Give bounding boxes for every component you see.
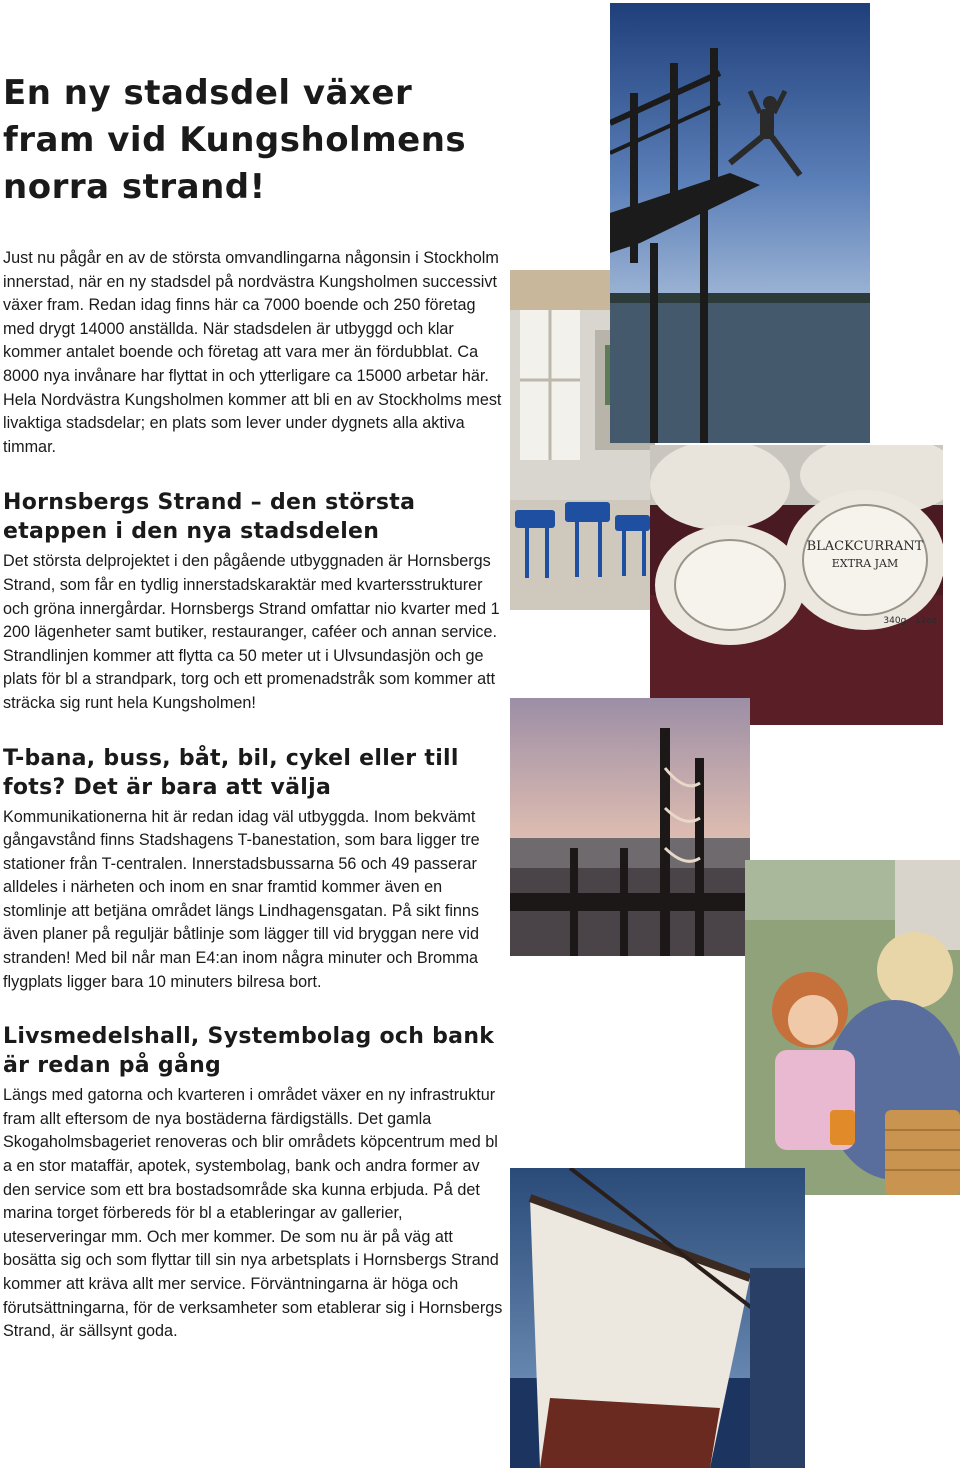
jam-jars-photo bbox=[650, 445, 943, 725]
section-heading: Hornsbergs Strand – den största etappen i den nya stadsdelen bbox=[3, 490, 416, 545]
section-heading: Livsmedelshall, Systembolag och bank är redan på gång bbox=[3, 1024, 495, 1079]
jar-label-text: BLACKCURRANT bbox=[806, 539, 924, 554]
jar-label-text: EXTRA JAM bbox=[831, 557, 899, 570]
page-title: En ny stadsdel växer fram vid Kungsholmens norra strand! bbox=[3, 73, 467, 207]
section-hornsbergs-strand bbox=[3, 488, 508, 715]
section-body: Det största delprojektet i den pågående utbyggnaden är Hornsbergs Strand, som får en tydlig innerstadskaraktär med kvartersstrukturer och gröna innergårdar. Hornsbergs Strand omfattar nio kvarter med 1 200 lägenheter samt butiker, restauranger, caféer och annan service. Strandlinjen kommer att flytta ca 50 meter ut i Ulvsundasjön och ge plats för bl a strandpark, torg och ett promenadstråk som kommer att sträcka sig runt hela Kungsholmen! bbox=[3, 552, 500, 712]
jar-weight-text: 340g · 12oz bbox=[883, 616, 937, 626]
section-heading: T-bana, buss, båt, bil, cykel eller till fots? Det är bara att välja bbox=[3, 745, 459, 800]
section-body: Längs med gatorna och kvarteren i området växer en ny infrastruktur fram allt eftersom de nya bostäderna färdigställs. Det gamla Skogaholmsbageriet renoveras och blir områdets köpcentrum med bl a en stor mataffär, apotek, systembolag, bank och andra former av den service som ett bra bostadsområde ska kunna erbjuda. På det marina torget förbereds för bl a etableringar av gallerier, uteserveringar mm. Och mer kommer. De som nu är på väg att bosätta sig och som flyttar till sin nya arbetsplats i Hornsbergs Strand kommer att kräva allt mer service. Förväntningarna är höga och förutsättningarna, för de verksamheter som etablerar sig i Hornsbergs Strand, är sällsynt goda. bbox=[3, 1086, 503, 1341]
pier-jump-photo bbox=[610, 3, 870, 443]
article-column bbox=[3, 70, 508, 1344]
boat-bow-photo bbox=[510, 1168, 805, 1468]
dock-sunset-photo bbox=[510, 698, 750, 956]
family-picnic-photo bbox=[745, 860, 960, 1195]
section-kommunikationer bbox=[3, 744, 508, 995]
section-service bbox=[3, 1022, 508, 1344]
intro-paragraph: Just nu pågår en av de största omvandlingarna någonsin i Stockholm innerstad, när en ny stadsdel på nordvästra Kungsholmen successivt växer fram. Redan idag finns här ca 7000 boende och 250 företag med drygt 14000 anställda. När stadsdelen är utbyggd och klar kommer antalet boende och företag att vara mer än fördubblat. Ca 8000 nya invånare har flyttat in och ytterligare ca 15000 arbetar här. Hela Nordvästra Kungsholmen kommer att bli en av Stockholms mest livaktiga stadsdelar; en plats som lever under dygnets alla aktiva timmar. bbox=[3, 249, 502, 456]
section-body: Kommunikationerna hit är redan idag väl utbyggda. Inom bekvämt gångavstånd finns Stadshagens T-banestation, som bara ligger tre stationer från T-centralen. Innerstadsbussarna 56 och 49 passerar alldeles i närheten och inom en snar framtid kommer även en stomlinje att betjäna området längs Lindhagensgatan. På sikt finns även planer på reguljär båtlinje som lägger till vid bryggan nere vid stranden! Med bil når man E4:an inom några minuter och Bromma flygplats ligger bara 10 minuters bilresa bort. bbox=[3, 807, 480, 991]
